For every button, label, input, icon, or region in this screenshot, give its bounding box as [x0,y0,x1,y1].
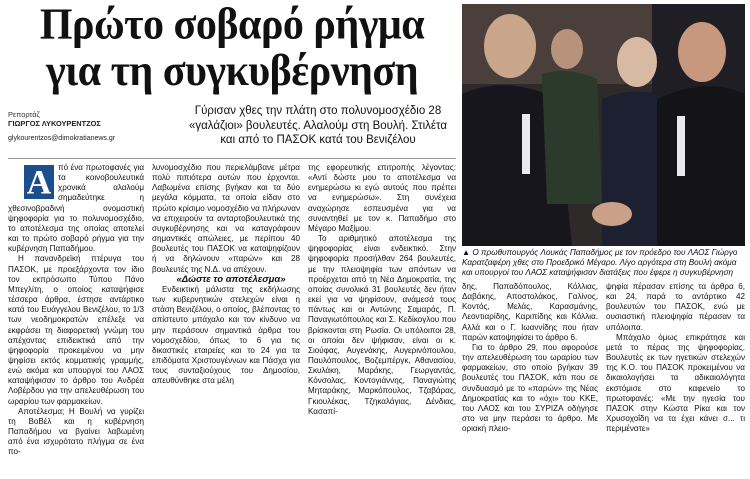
paragraph: Το αριθμητικό αποτέλεσμα της ψηφοφορίας είναι ενδεικτικό. Στην ψηφοφορία προσήλθαν 264 βουλευτές, με την πλειοψηφία των απόντων να προέρχεται από τη Νέα Δημοκρατία, της οποίας συνολικά 31 βουλευτές δεν ήταν εκεί για να ψηφίσουν, ανάμεσά τους πάντως και οι Αντώνης Σαμαράς, Π. Παναγιωτόπουλος και Σ. Κεδίκογλου που βρίσκονται στη Ρωσία. Οι υπόλοιποι 28, οι οποίοι δεν ψήφισαν, είναι οι κ. Σιούφας, Αυγενάκης, Αυγερινόπουλου, Παυλόπουλος, Βοζεμπέργκ, Αθανασίου, Σκυλάκη, Μαράκης, Γεωργαντάς, Κόνσολας, Κοντογιάννης, Παναγιώτης Μηταράκης, Μαρκόπουλος, Τζαβάρας, Γκιουλέκας, Τζηκαλάγιας, Δένδιας, Κασαπί- [308,234,456,416]
article-column-1 [8,163,144,477]
byline-name: ΓΙΩΡΓΟΣ ΛΥΚΟΥΡΕΝΤΖΟΣ [8,119,101,128]
paragraph: της εφορευτικής επιτροπής λέγοντας: «Αντί δώστε μου το αποτέλεσμα να ενημερώσω κι εγώ αυτούς που πρέπει να ενημερώσω». Στη συνέχεια αναχώρησε εσπευσμένα για να συναντηθεί με τον κ. Παπαδήμο στο Μέγαρο Μαξίμου. [308,163,456,233]
paragraph: Μπάχαλο όμως επικράτησε και μετά το πέρας της ψηφοφορίας. Βουλευτές εκ των ηγετικών στελεχών της Κ.Ο. του ΠΑΣΟΚ προκειμένου να δικαιολογήσει τα αδικαιολόγητα εκστόμισε στο καφενείο το πρωτοφανές: «Με την ηγεσία του ΠΑΣΟΚ στην Κώστα Ρίκα και τον Χρυσοχοΐδη να τα έχει κάνει σ... τι περιμένατε» [606,332,745,434]
paragraph: λυνομοσχέδιο που περιελάμβανε μέτρα πολύ πιπιότερα αυτών που έρχονται. Λαβωμένα επίσης βγήκαν και τα δύο μεγάλα κόμματα, τα οποία είδαν στο πρώτο κρίσιμο νομοσχέδιο να πλήρωναν να επιχειρούν τα ανταρτοβουλευτικά της συγκυβέρνησης και να καταγράφουν σημαντικές απώλειες, με περίπου 40 βουλευτές του ΠΑΣΟΚ να καταψηφίζουν ή να δηλώνουν «παρών» και 28 βουλευτές της Ν.Δ. να απέχουν. [152,163,300,274]
article-column-2 [152,163,300,477]
article-column-4 [462,282,598,477]
paragraph: ψηφία πέρασαν επίσης τα άρθρα 6, και 24, παρά το αντάρτικο 42 βουλευτών του ΠΑΣΟΚ, ενώ με ουσιαστική πλειοψηφία πέρασαν τα υπόλοιπα. [606,282,745,332]
paragraph: πό ένα πρωτοφανές για τα κοινοβουλευτικά χρονικά αλαλούμ σημαδεύτηκε η χθεσινοβραδινή ονομαστική ψηφοφορία για το πολυνομοσχέδιο, το αποτέλεσμα της οποίας αποτελεί και το πρώτο σοβαρό ρήγμα για την κυβέρνηση Παπαδήμου. [8,163,144,254]
paragraph: Αποτέλεσμα; Η Βουλή να γυρίζει τη ΒοΒέλ και η κυβέρνηση Παπαδήμου να βγαίνει λαβωμένη από ένα ισχυρότατο πλήγμα σε ένα πο- [8,406,144,457]
dropcap: Α [24,165,54,199]
headline [8,2,456,94]
photo-illustration [462,4,745,246]
byline-role: Ρεπορτάζ [8,110,40,119]
headline-line-1: Πρώτο σοβαρό ρήγμα [39,0,425,50]
headline-line-2: για τη συγκυβέρνηση [45,46,419,96]
subheadline: Γύρισαν χθες την πλάτη στο πολυνομοσχέδιο 28 «γαλάζιοι» βουλευτές. Αλαλούμ στη Βουλή. Στιλέτα και από το ΠΑΣΟΚ κατά του Βενιζέλου [188,105,448,146]
news-photo [462,4,745,246]
article-column-5 [606,282,745,477]
photo-caption: ▲ Ο πρωθυπουργός Λουκάς Παπαδήμος με τον πρόεδρο του ΛΑΟΣ Γιώργο Καρατζαφέρη χθες στο Προεδρικό Μέγαρο. Λίγο αργότερα στη Βουλή ακόμα και υπουργοί του ΛΑΟΣ καταψήφισαν διατάξεις που έφερε η συγκυβέρνηση [462,248,738,277]
paragraph: Για το άρθρο 29, που αφορούσε την απελευθέρωση του ωραρίου των φαρμακείων, στο οποίο βγήκαν 39 βουλευτές του ΠΑΣΟΚ, κάτι που σε συνδυασμό με το «παρών» της Νέας Δημοκρατίας και το «όχι» του ΚΚΕ, του ΛΑΟΣ και του ΣΥΡΙΖΑ οδήγησε στο να μην περάσει το άρθρο. Με οριακή πλειο- [462,342,598,434]
divider-line [8,158,456,159]
paragraph: Η πανανδρεϊκή πτέρυγα του ΠΑΣΟΚ, με προεξάρχοντα τον ίδιο τον εκπρόσωπο Τύπου Πάνο Μπεγλίτη, ο οποίος καταψήφισε τέσσερα άρθρα, έστησε αντάρτικο κατά του Ευάγγελου Βενιζέλου, το 1/3 των νεοδημοκρατών επέλεξε να εκφράσει τη διαφορετική γνώμη του απέχοντας επιδεικτικά από την ψηφοφορία προκειμένου να μην ψηφίσει εκτός κομματικής γραμμής, ενώ ακόμα και υπουργοί του ΛΑΟΣ καταψήφισαν το άρθρο του Ανδρέα Λοβέρδου για την απελευθέρωση του ωραρίου των φαρμακείων. [8,254,144,406]
article-column-3 [308,163,456,477]
section-subhead: «Δώστε το αποτέλεσμα» [176,273,286,285]
paragraph: Ενδεικτική μάλιστα της εκδήλωσης των κυβερνητικών στελεχών είναι η στάση Βενιζέλου, ο οποίος, βλέποντας το απίστευτο μπάχαλο και τον κίνδυνο να μην περάσουν σημαντικά άρθρα του νομοσχεδίου, όπως το 6 για τις δικαστικές εταιρείες και το 24 για τα επιδόματα Χριστουγέννων και Πάσχα για τους συνταξιούχους του Δημοσίου, απευθύνθηκε στα μέλη [152,284,300,386]
paragraph: δης, Παπαδόπουλος, Κόλλιας, Δαβάκης, Αποστολάκος, Γαλίνος, Κοντός, Μελάς, Καρασμάνης, Λεοντιαρίδης, Καριπίδης και Κόλλια. Αλλά και ο Γ. Ιωαννίδης που ήταν παρών κατοψηφίσει το άρθρο 6. [462,282,598,342]
byline [8,110,188,143]
byline-email: glykourentzos@dimokratianews.gr [8,135,116,142]
